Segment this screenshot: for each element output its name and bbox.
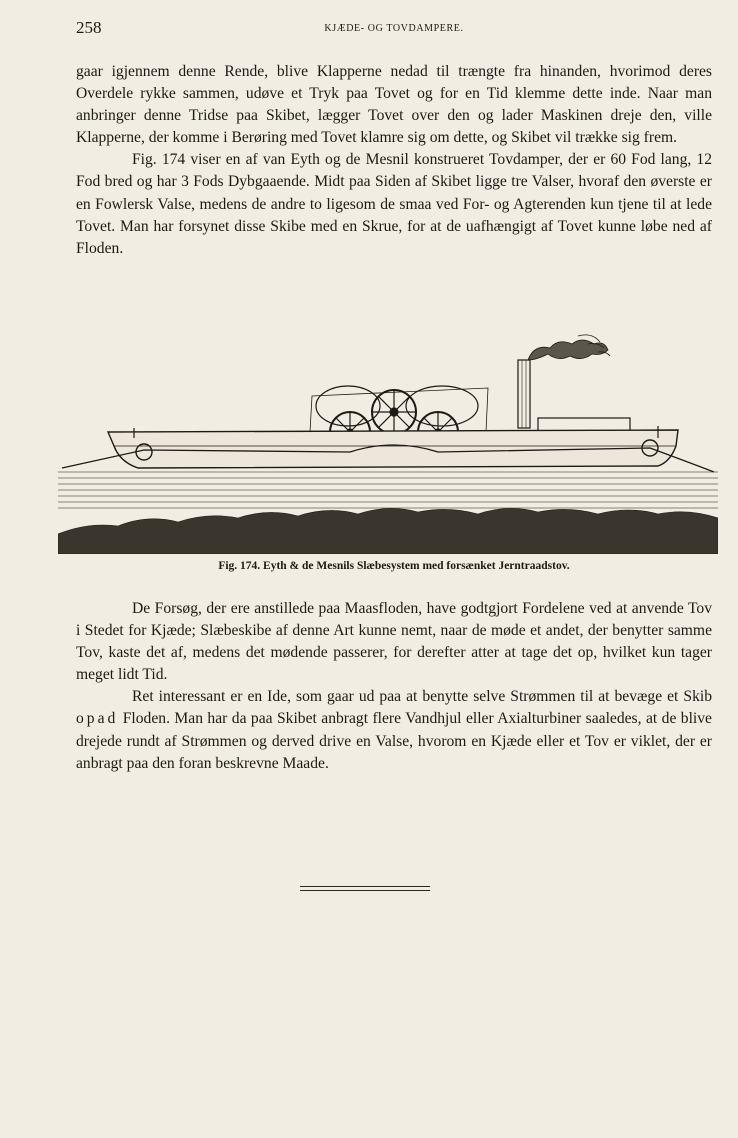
paragraph-4-part-1: Ret interessant er en Ide, som gaar ud paa at benytte selve Strømmen til at bevæge et Skib (132, 688, 712, 706)
water-surface (58, 472, 718, 496)
smoke-plume (528, 340, 608, 360)
paragraph-2: Fig. 174 viser en af van Eyth og de Mesnil konstrueret Tovdamper, der er 60 Fod lang, 12 Fod bred og har 3 Fods Dybgaaende. Midt paa Siden af Skibet ligge tre Valser, hvoraf den øverste er en Fowlersk Valse, medens de andre to ligesom de smaa ved For- og Agterenden kun tjene til at lede Tovet. Man har forsynet disse Skibe med en Skrue, for at de uafhængigt af Tovet kunne løbe ned af Floden. (76, 151, 712, 257)
paragraph-4 (76, 686, 712, 774)
paragraph-1: gaar igjennem denne Rende, blive Klapperne nedad til trængte fra hinanden, hvorimod deres Overdele rykke sammen, udøve et Tryk paa Tovet og for en Tid klemme dette inde. Naar man anbringer denne Tridse paa Skibet, lægger Tovet over den og lader Maskinen dreje den, ville Klapperne, der komme i Berøring med Tovet klamre sig om dette, og Skibet vil trække sig frem. (76, 63, 712, 147)
paragraph-4-part-2: Floden. Man har da paa Skibet anbragt flere Vandhjul eller Axialturbiner saaledes, at de blive drejede rundt af Strømmen og derved drive en Valse, hvorom en Kjæde eller et Tov er viklet, der er anbragt paa den foran beskrevne Maade. (76, 710, 712, 772)
page-number: 258 (76, 18, 102, 37)
riverbed (58, 508, 718, 554)
funnel (518, 360, 530, 428)
text-block-bottom (76, 598, 712, 775)
section-rule-bottom (300, 890, 430, 891)
steamboat-illustration (58, 322, 718, 554)
page-header (76, 18, 712, 42)
emphasized-word: opad (76, 710, 119, 728)
section-rule-top (300, 886, 430, 887)
paragraph-3: De Forsøg, der ere anstillede paa Maasfloden, have godtgjort Fordelene ved at anvende Tov i Stedet for Kjæde; Slæbeskibe af denne Art kunne nemt, naar de møde et andet, der benytter samme Tov, kaste det af, medens det mødende passerer, for derefter atter at tage det op, hvilket kun tager meget lidt Tid. (76, 600, 712, 684)
running-head: KJÆDE- OG TOVDAMPERE. (324, 23, 464, 34)
fowler-drum (372, 390, 416, 434)
figure-caption: Fig. 174. Eyth & de Mesnils Slæbesystem med forsænket Jerntraadstov. (218, 560, 570, 572)
text-block-top (76, 61, 712, 260)
